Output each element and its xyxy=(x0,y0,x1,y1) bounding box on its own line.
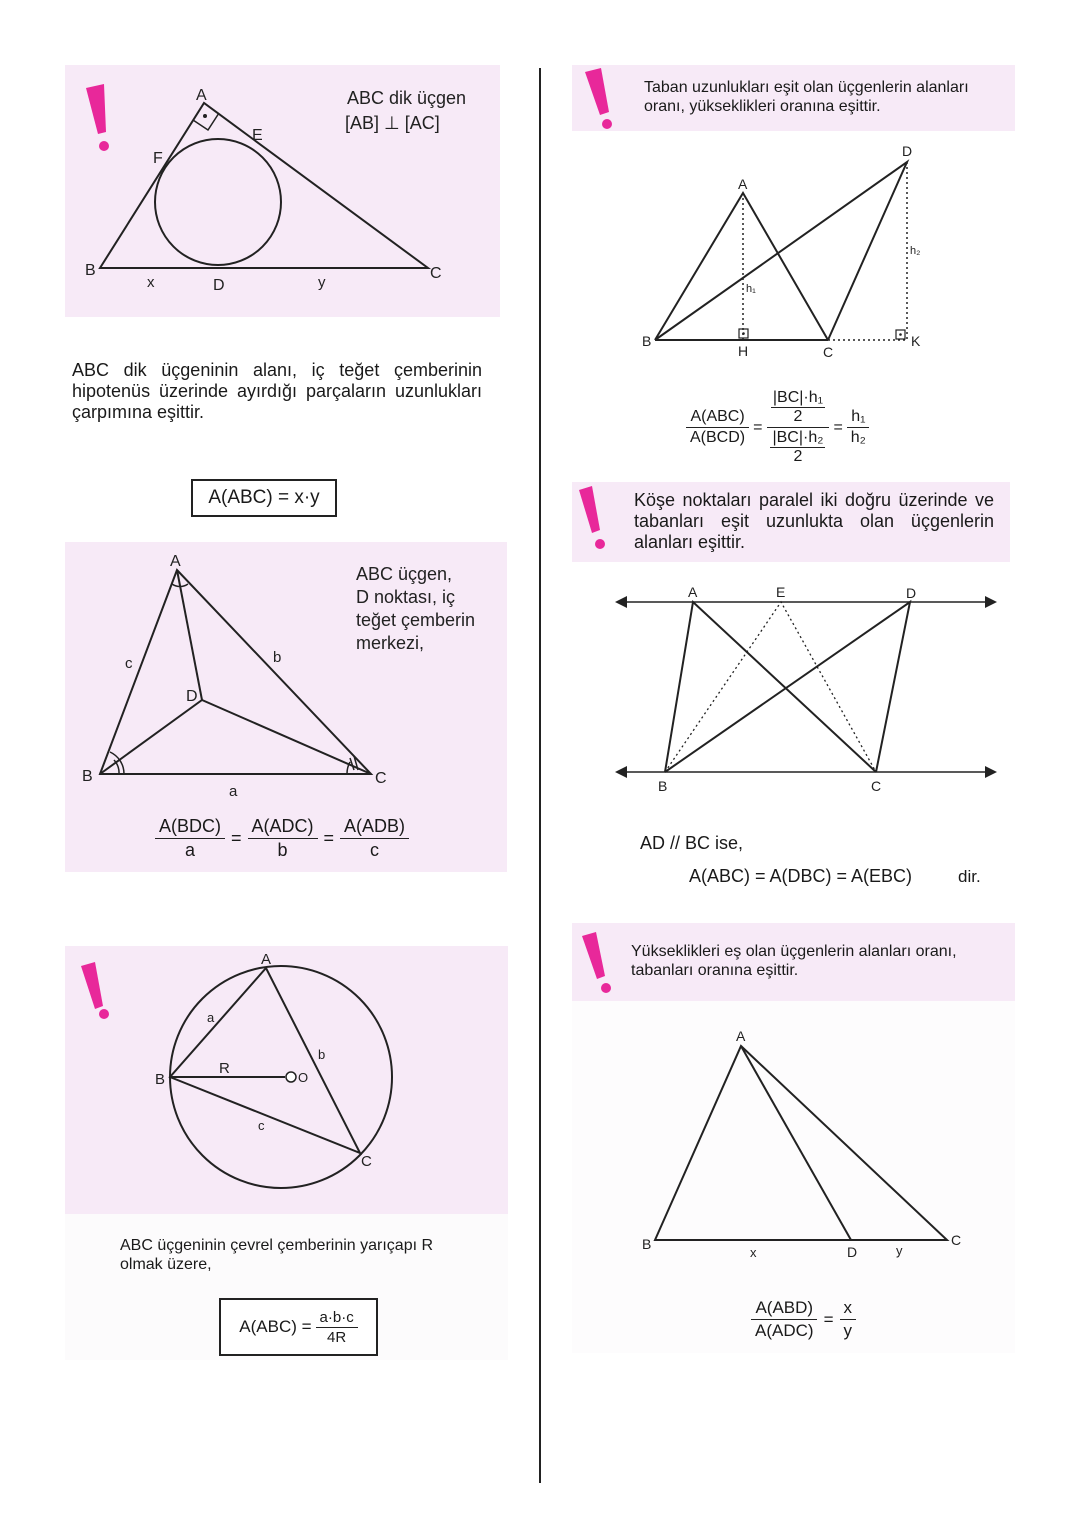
equals: = xyxy=(753,418,763,436)
label-c: c xyxy=(125,655,133,672)
label-A: A xyxy=(170,553,181,570)
label-b: b xyxy=(318,1047,326,1062)
equals: = xyxy=(833,418,843,436)
label-h1: h₁ xyxy=(746,283,756,295)
label-H: H xyxy=(738,343,749,359)
numerator-bottom: 2 xyxy=(793,408,803,425)
description-line1: ABC üçgeninin çevrel çemberinin yarıçapı R xyxy=(120,1237,434,1254)
label-D: D xyxy=(186,688,198,705)
denominator-bottom: 2 xyxy=(793,448,803,465)
label-y: y xyxy=(896,1243,903,1258)
label-C: C xyxy=(361,1153,372,1170)
label-C: C xyxy=(871,778,882,794)
label-h2: h₂ xyxy=(910,245,921,257)
label-B: B xyxy=(642,1236,652,1252)
title-right-3: Yükseklikleri eş olan üçgenlerin alanları oranı, tabanları oranına eşittir. xyxy=(631,943,957,979)
denominator: a xyxy=(184,840,195,860)
formula: A(ABC) = x·y xyxy=(208,487,320,508)
denominator: h₂ xyxy=(850,429,866,446)
label-C: C xyxy=(823,344,834,360)
label-A: A xyxy=(196,87,207,104)
label-B: B xyxy=(658,778,668,794)
numerator: A(BDC) xyxy=(155,816,225,839)
denominator: c xyxy=(370,840,380,860)
note-line2: D noktası, iç xyxy=(356,587,456,607)
label-A: A xyxy=(738,176,748,192)
title-right-1: Taban uzunlukları eşit olan üçgenlerin alanları oranı, yükseklikleri oranına eşittir. xyxy=(644,79,969,115)
label-R: R xyxy=(219,1060,230,1077)
label-y: y xyxy=(318,274,326,291)
equals: = xyxy=(231,828,242,848)
description-line2: olmak üzere, xyxy=(120,1256,212,1273)
denominator: A(ADC) xyxy=(755,1321,814,1340)
label-B: B xyxy=(155,1071,166,1088)
label-c: c xyxy=(258,1118,265,1133)
label-a: a xyxy=(207,1010,215,1025)
denominator: A(BCD) xyxy=(690,429,746,446)
note-line1: ABC üçgen, xyxy=(356,564,453,584)
label-D: D xyxy=(213,277,225,294)
numerator: A(ABD) xyxy=(751,1298,817,1320)
note-line2: [AB] ⊥ [AC] xyxy=(345,113,440,133)
label-x: x xyxy=(147,274,155,291)
condition: AD // BC ise, xyxy=(640,833,744,853)
formula-left: A(ABC) = xyxy=(239,1317,312,1336)
note-line3: teğet çemberin xyxy=(356,610,476,630)
numerator-top: |BC|·h₁ xyxy=(772,389,824,406)
numerator: h₁ xyxy=(847,408,869,428)
label-D: D xyxy=(902,143,913,159)
title-right-2: Köşe noktaları paralel iki doğru üzerinde ve tabanları eşit uzunlukta olan üçgenlerin alanları eşittir. xyxy=(634,490,994,552)
description-left-1: ABC dik üçgeninin alanı, iç teğet çemberinin hipotenüs üzerinde ayırdığı parçaların uzunlukları çarpımına eşittir. xyxy=(72,360,482,422)
fraction xyxy=(840,1298,857,1341)
fraction xyxy=(751,1298,818,1341)
label-K: K xyxy=(911,333,921,349)
numerator: A(ADC) xyxy=(248,816,318,839)
label-C: C xyxy=(375,770,387,787)
label-F: F xyxy=(153,150,163,167)
label-a: a xyxy=(229,783,238,800)
label-C: C xyxy=(430,265,442,282)
label-A: A xyxy=(688,584,698,600)
label-B: B xyxy=(642,333,652,349)
suffix: dir. xyxy=(958,867,981,886)
note-line4: merkezi, xyxy=(356,633,425,653)
label-D: D xyxy=(906,585,917,601)
numerator: a·b·c xyxy=(316,1309,358,1328)
label-x: x xyxy=(750,1245,757,1260)
label-A: A xyxy=(261,951,272,968)
numerator: A(ADB) xyxy=(340,816,409,839)
label-B: B xyxy=(85,262,96,279)
label-E: E xyxy=(776,584,786,600)
numerator: A(ABC) xyxy=(686,408,748,428)
label-O: O xyxy=(298,1070,309,1085)
denominator-top: |BC|·h₂ xyxy=(772,429,824,446)
label-A: A xyxy=(736,1028,746,1044)
denominator: b xyxy=(277,840,288,860)
numerator: x xyxy=(840,1298,857,1320)
label-b: b xyxy=(273,649,282,666)
equals: = xyxy=(823,1309,834,1329)
equals: = xyxy=(323,828,335,848)
denominator: y xyxy=(843,1321,852,1340)
label-D: D xyxy=(847,1244,858,1260)
note-line1: ABC dik üçgen xyxy=(347,88,467,108)
formula-right-2: A(ABC) = A(DBC) = A(EBC) xyxy=(689,866,913,886)
denominator: 4R xyxy=(327,1328,347,1346)
label-B: B xyxy=(82,768,93,785)
label-E: E xyxy=(252,127,263,144)
label-C: C xyxy=(951,1232,962,1248)
formula-right-3 xyxy=(751,1298,856,1341)
